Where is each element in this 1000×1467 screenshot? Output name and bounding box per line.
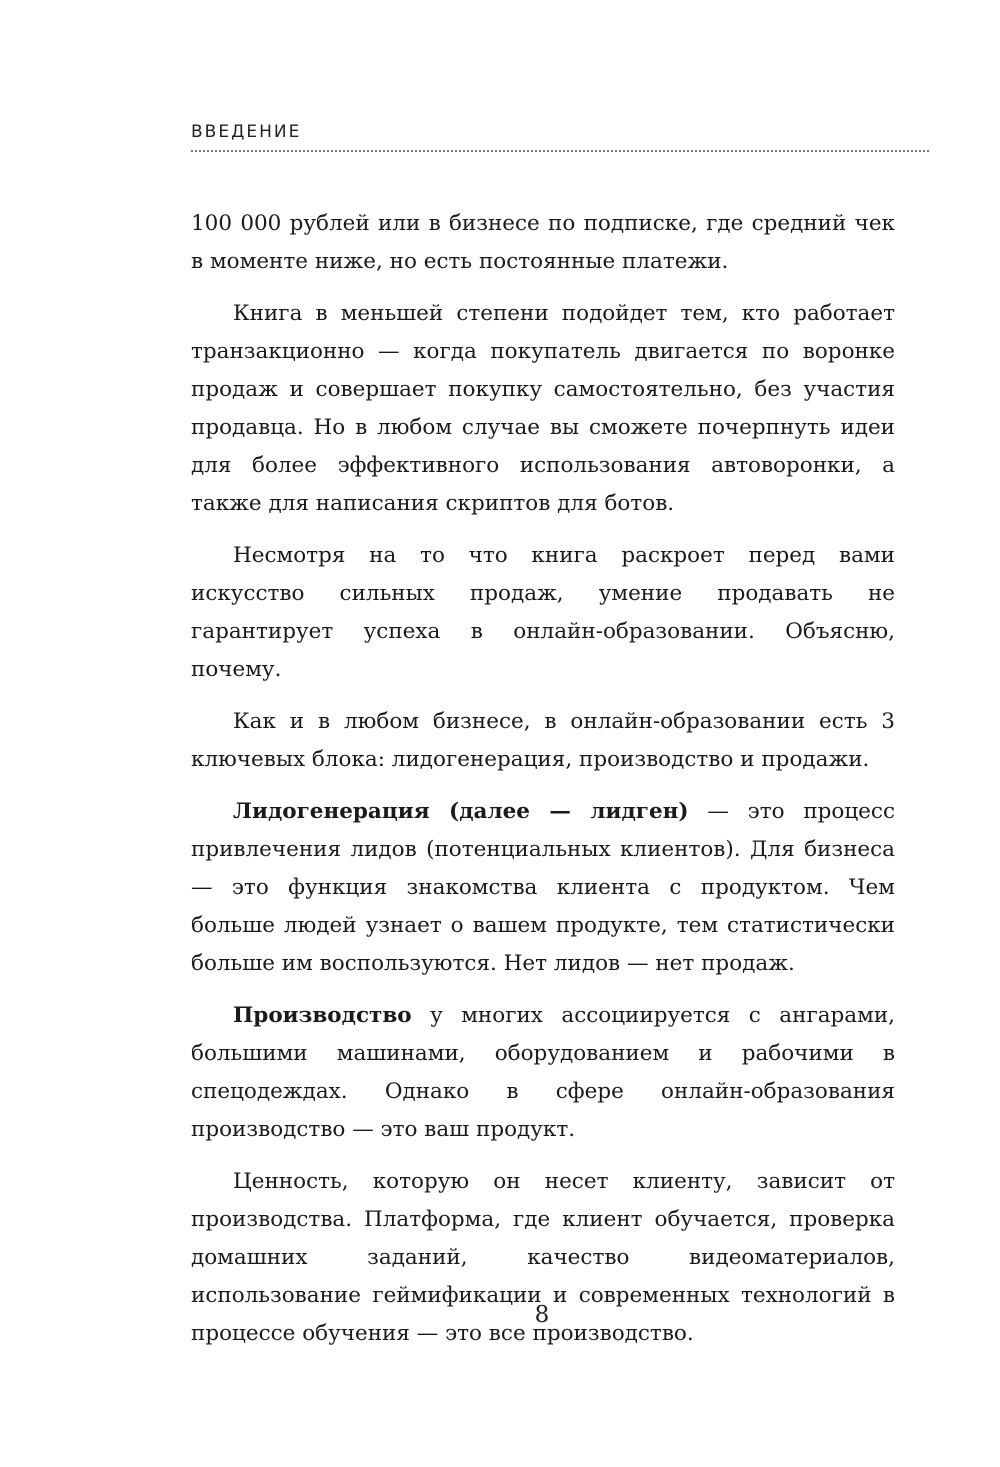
term-leadgen: Лидогенерация (далее — лидген) bbox=[233, 799, 689, 824]
paragraph bbox=[191, 703, 895, 779]
paragraph-text: Как и в любом бизнесе, в онлайн-образовании есть 3 ключевых блока: лидогенерация, производство и продажи. bbox=[191, 709, 895, 772]
header-divider bbox=[191, 150, 929, 152]
paragraph-text: у многих ассоциируется с ангарами, большими машинами, оборудованием и рабочими в спецодеждах. Однако в сфере онлайн-образования производство — это ваш продукт. bbox=[191, 1003, 895, 1142]
paragraph-text: Книга в меньшей степени подойдет тем, кто работает транзакционно — когда покупатель двигается по воронке продаж и совершает покупку самостоятельно, без участия продавца. Но в любом случае вы сможете почерпнуть идеи для более эффективного использования автоворонки, а также для написания скриптов для ботов. bbox=[191, 301, 895, 516]
paragraph bbox=[191, 537, 895, 689]
paragraph bbox=[191, 793, 895, 983]
paragraph-text: Ценность, которую он несет клиенту, зависит от производства. Платформа, где клиент обучается, проверка домашних заданий, качество видеоматериалов, использование геймификации и современных технологий в процессе обучения — это все производство. bbox=[191, 1169, 895, 1346]
paragraph bbox=[191, 997, 895, 1149]
paragraph bbox=[191, 295, 895, 523]
term-production: Производство bbox=[233, 1003, 412, 1028]
paragraph-text: Несмотря на то что книга раскроет перед вами искусство сильных продаж, умение продавать не гарантирует успеха в онлайн-образовании. Объясню, почему. bbox=[191, 543, 895, 682]
page-number: 8 bbox=[534, 1302, 550, 1328]
running-header: ВВЕДЕНИЕ bbox=[191, 122, 302, 142]
paragraph bbox=[191, 205, 895, 281]
body-text bbox=[191, 205, 895, 1367]
paragraph-text: — это процесс привлечения лидов (потенциальных клиентов). Для бизнеса — это функция знакомства клиента с продуктом. Чем больше людей узнает о вашем продукте, тем статистически больше им воспользуются. Нет лидов — нет продаж. bbox=[191, 799, 895, 976]
paragraph-text: 100 000 рублей или в бизнесе по подписке, где средний чек в моменте ниже, но есть постоянные платежи. bbox=[191, 211, 895, 274]
